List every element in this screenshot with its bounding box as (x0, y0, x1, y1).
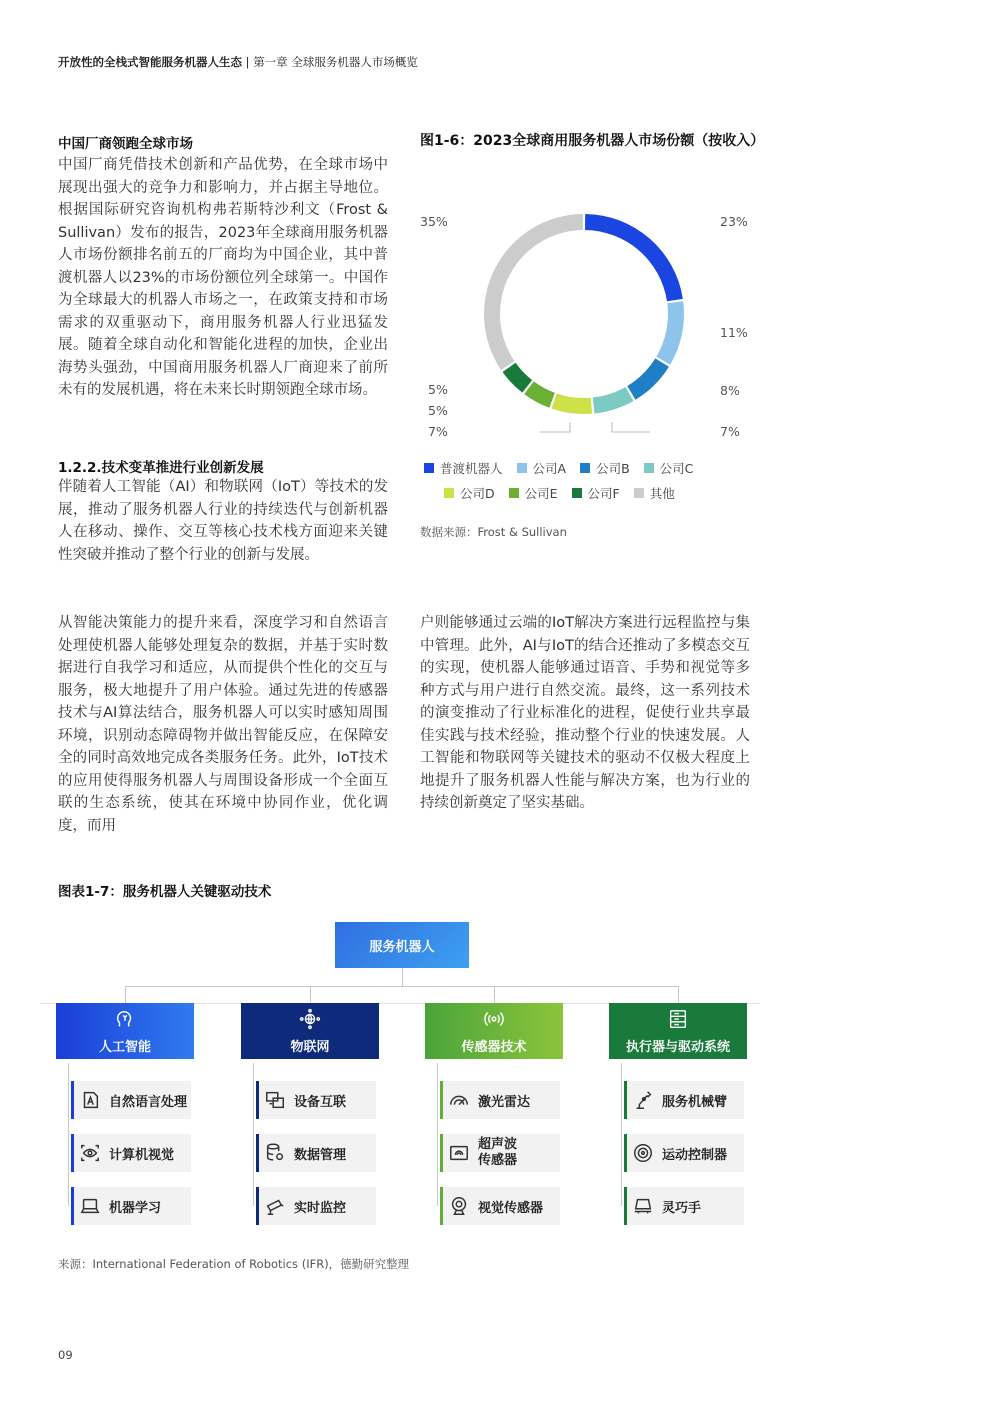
slice-0 (585, 214, 683, 301)
page-header: 开放性的全栈式智能服务机器人生态 | 第一章 全球服务机器人市场概览 (58, 55, 418, 69)
label-company-f: 5% (428, 382, 448, 397)
category-sensors: 传感器技术 (425, 1003, 563, 1059)
legend-item: 公司F (572, 484, 620, 502)
connector (437, 1063, 438, 1206)
legend-item: 普渡机器人 (424, 459, 503, 477)
brain-head-icon (114, 1008, 136, 1030)
connector (253, 1063, 254, 1206)
label-company-a: 11% (720, 325, 748, 340)
vision-sensor-icon (448, 1195, 470, 1217)
item-data-management: 数据管理 (256, 1134, 376, 1172)
legend-item: 公司D (444, 484, 495, 502)
robot-arm-icon (632, 1089, 654, 1111)
slice-6 (503, 363, 533, 393)
database-gear-icon (264, 1142, 286, 1164)
header-chapter: 第一章 全球服务机器人市场概览 (253, 55, 418, 69)
slice-2 (627, 358, 669, 399)
section-body-tech-right: 户则能够通过云端的IoT解决方案进行远程监控与集中管理。此外，AI与IoT的结合还推动了多模态交互的实现，使机器人能够通过语音、手势和视觉等多种方式与用户进行自然交流。最终，这一系列技术的演变推动了行业标准化的进程，促使行业共享最佳实践与技术经验，推动整个行业的快速发展。人工智能和物联网等关键技术的驱动不仅极大程度上地提升了服务机器人性能与解决方案，也为行业的持续创新奠定了坚实基础。 (420, 615, 750, 811)
legend-item: 公司E (509, 484, 558, 502)
label-company-b: 8% (720, 383, 740, 398)
section-body-tech-intro: 伴随着人工智能（AI）和物联网（IoT）等技术的发展，推动了服务机器人行业的持续迭代与创新机器人在移动、操作、交互等核心技术栈方面迎来关键性突破并推动了整个行业的创新与发展。 (58, 479, 388, 563)
item-dexterous-hand: 灵巧手 (624, 1187, 744, 1225)
legend-item: 其他 (634, 484, 675, 502)
item-ml: 机器学习 (71, 1187, 191, 1225)
connector (125, 986, 126, 1003)
signal-icon (483, 1008, 505, 1030)
slice-4 (552, 393, 593, 414)
item-realtime-monitor: 实时监控 (256, 1187, 376, 1225)
legend-item: 公司C (644, 459, 694, 477)
radar-icon (448, 1089, 470, 1111)
laptop-icon (79, 1195, 101, 1217)
connector (678, 986, 679, 1003)
ultrasound-icon (448, 1142, 470, 1164)
letter-a-icon (79, 1089, 101, 1111)
category-ai: 人工智能 (56, 1003, 194, 1059)
connector (402, 968, 403, 986)
category-actuators: 执行器与驱动系统 (609, 1003, 747, 1059)
label-company-c: 7% (720, 424, 740, 439)
section-title-china: 中国厂商领跑全球市场 (58, 136, 193, 152)
diagram-source: 来源：International Federation of Robotics (IFR)，德勤研究整理 (58, 1257, 410, 1271)
connector (68, 1063, 69, 1206)
server-icon (667, 1008, 689, 1030)
diagram-title: 图表1-7：服务机器人关键驱动技术 (58, 884, 272, 900)
item-cv: 计算机视觉 (71, 1134, 191, 1172)
label-company-d: 7% (428, 424, 448, 439)
camera-icon (264, 1195, 286, 1217)
target-icon (632, 1142, 654, 1164)
devices-icon (264, 1089, 286, 1111)
item-robot-arm: 服务机械臂 (624, 1081, 744, 1119)
leader-lines (540, 420, 650, 440)
item-vision-sensor: 视觉传感器 (440, 1187, 560, 1225)
page-number: 09 (58, 1348, 73, 1362)
gripper-icon (632, 1195, 654, 1217)
label-company-e: 5% (428, 403, 448, 418)
item-lidar: 激光雷达 (440, 1081, 560, 1119)
item-ultrasonic: 超声波 传感器 (440, 1134, 560, 1172)
diagram-root: 服务机器人 (335, 922, 469, 968)
legend-item: 公司B (580, 459, 630, 477)
label-pudu: 23% (720, 214, 748, 229)
item-motion-controller: 运动控制器 (624, 1134, 744, 1172)
eye-scan-icon (79, 1142, 101, 1164)
label-others: 35% (420, 214, 448, 229)
connector (310, 986, 311, 1003)
chart-legend (424, 455, 764, 505)
chart-source: 数据来源：Frost & Sullivan (420, 525, 567, 539)
item-device-connect: 设备互联 (256, 1081, 376, 1119)
chart-title: 图1-6：2023全球商用服务机器人市场份额（按收入） (420, 133, 765, 149)
network-globe-icon (299, 1008, 321, 1030)
header-title: 开放性的全栈式智能服务机器人生态 (58, 55, 242, 69)
section-body-china: 中国厂商凭借技术创新和产品优势，在全球市场中展现出强大的竞争力和影响力，并占据主导地位。根据国际研究咨询机构弗若斯特沙利文（Frost & Sullivan）发布的报告，2023年全球商用服务机器人市场份额排名前五的厂商均为中国企业，其中普渡机器人以23%的市场份额位列全球第一。中国作为全球最大的机器人市场之一，在政策支持和市场需求的双重驱动下，商用服务机器人行业迅猛发展。随着全球自动化和智能化进程的加快，企业出海势头强劲，中国商用服务机器人厂商迎来了前所未有的发展机遇，将在未来长时期领跑全球市场。 (58, 157, 388, 398)
section-title-tech: 1.2.2.技术变革推进行业创新发展 (58, 460, 264, 476)
section-body-tech-left: 从智能决策能力的提升来看，深度学习和自然语言处理使机器人能够处理复杂的数据，并基于实时数据进行自我学习和适应，从而提供个性化的交互与服务，极大地提升了用户体验。通过先进的传感器技术与AI算法结合，服务机器人可以实时感知周围环境，识别动态障碍物并做出智能反应，在保障安全的同时高效地完成各类服务任务。此外，IoT技术的应用使得服务机器人与周围设备形成一个全面互联的生态系统，使其在环境中协同作业，优化调度，而用 (58, 615, 388, 834)
connector (494, 986, 495, 1003)
legend-item: 公司A (517, 459, 567, 477)
slice-3 (593, 387, 634, 413)
slice-5 (524, 381, 555, 407)
slice-7 (484, 214, 583, 370)
item-nlp: 自然语言处理 (71, 1081, 191, 1119)
connector (125, 986, 679, 987)
donut-chart (470, 200, 698, 428)
slice-1 (656, 301, 684, 365)
category-iot: 物联网 (241, 1003, 379, 1059)
connector (621, 1063, 622, 1206)
